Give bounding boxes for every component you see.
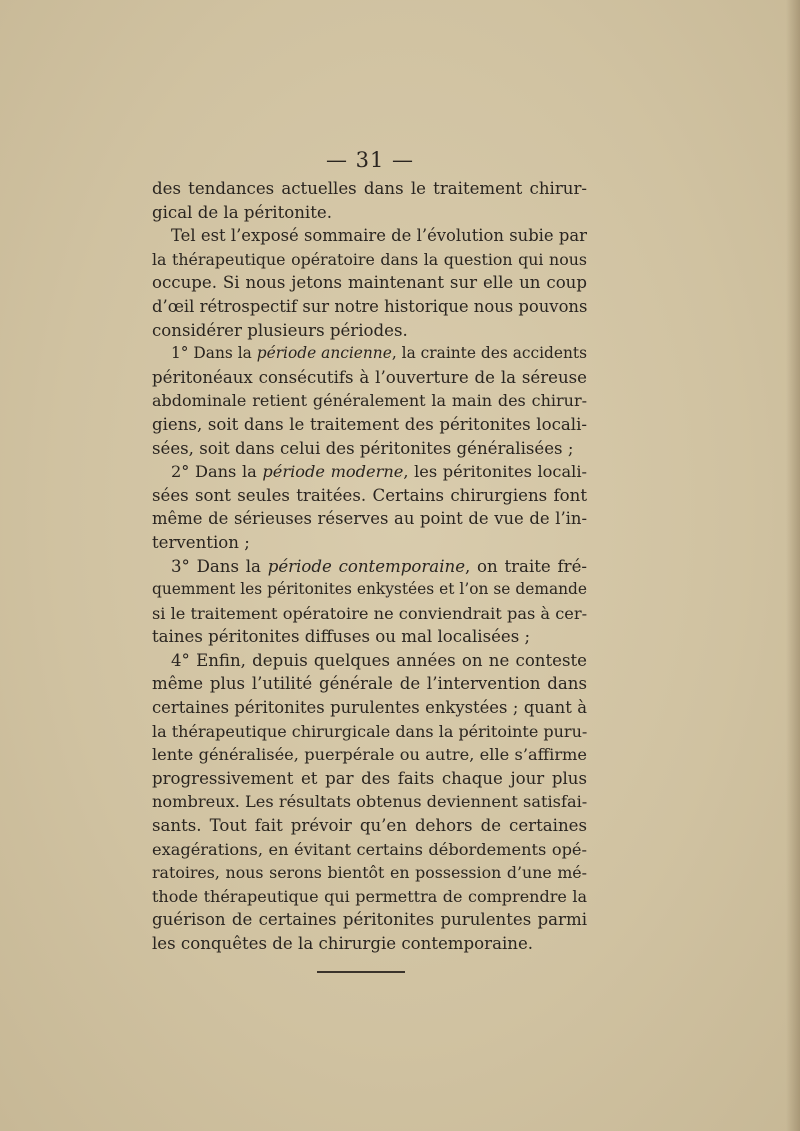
text-line: guérison de certaines péritonites purulentes parmi <box>152 910 587 930</box>
text-line: considérer plusieurs périodes. <box>152 320 408 340</box>
text-line: la thérapeutique chirurgicale dans la péritointe puru- <box>152 721 588 741</box>
period-name: période moderne <box>262 462 404 482</box>
text-line: giens, soit dans le traitement des péritonites locali- <box>152 414 587 434</box>
text-line: même plus l’utilité générale de l’intervention dans <box>152 674 587 694</box>
text-line: occupe. Si nous jetons maintenant sur elle un coup <box>152 273 587 293</box>
text-line: d’œil rétrospectif sur notre historique nous pouvons <box>152 296 588 316</box>
text-line <box>152 555 587 579</box>
text-line: 4° Enfin, depuis quelques années on ne conteste <box>171 650 587 670</box>
body-text <box>152 177 587 956</box>
text-line: quemment les péritonites enkystées et l’on se demande <box>152 580 587 599</box>
text-line: thode thérapeutique qui permettra de comprendre la <box>152 886 587 906</box>
page-number: — 31 — <box>325 148 415 172</box>
text-line-start: 1° Dans la <box>171 344 257 363</box>
text-line: même de sérieuses réserves au point de vue de l’in- <box>152 509 587 529</box>
text-line: tervention ; <box>152 532 250 552</box>
text-line: péritonéaux consécutifs à l’ouverture de la séreuse <box>152 367 587 387</box>
text-line: la thérapeutique opératoire dans la question qui nous <box>152 249 587 269</box>
text-line-end: , la crainte des accidents <box>391 344 587 363</box>
text-line: des tendances actuelles dans le traitement chirur- <box>152 179 587 198</box>
text-line: sants. Tout fait prévoir qu’en dehors de certaines <box>152 816 587 836</box>
text-line <box>152 460 587 484</box>
text-line: les conquêtes de la chirurgie contemporaine. <box>152 934 534 953</box>
text-line <box>152 342 587 366</box>
text-line: sées sont seules traitées. Certains chirurgiens font <box>152 485 587 505</box>
text-line: lente généralisée, puerpérale ou autre, elle s’affirme <box>152 745 587 765</box>
text-line-end: , on traite fré- <box>465 556 587 576</box>
text-line: progressivement et par des faits chaque jour plus <box>152 768 587 788</box>
end-rule <box>317 971 405 973</box>
text-line-start: 2° Dans la <box>171 462 263 482</box>
text-line-end: , les péritonites locali- <box>403 462 587 482</box>
text-line: taines péritonites diffuses ou mal localisées ; <box>152 627 531 647</box>
text-line: exagérations, en évitant certains débordements opé- <box>152 839 587 859</box>
text-line-start: 3° Dans la <box>171 556 268 576</box>
period-name: période contemporaine <box>267 556 466 576</box>
text-line: abdominale retient généralement la main des chirur- <box>152 391 587 411</box>
text-line: ratoires, nous serons bientôt en possession d’une mé- <box>152 863 587 883</box>
text-line: si le traitement opératoire ne conviendrait pas à cer- <box>152 603 588 623</box>
text-line: Tel est l’exposé sommaire de l’évolution subie par <box>171 226 587 246</box>
text-line: sées, soit dans celui des péritonites généralisées ; <box>152 438 574 458</box>
page-edge-shadow <box>786 0 800 1131</box>
text-line: certaines péritonites purulentes enkystées ; quant à <box>152 698 587 718</box>
text-line: nombreux. Les résultats obtenus deviennent satisfai- <box>152 792 588 812</box>
period-name: période ancienne <box>256 344 392 363</box>
text-line: gical de la péritonite. <box>152 202 332 222</box>
